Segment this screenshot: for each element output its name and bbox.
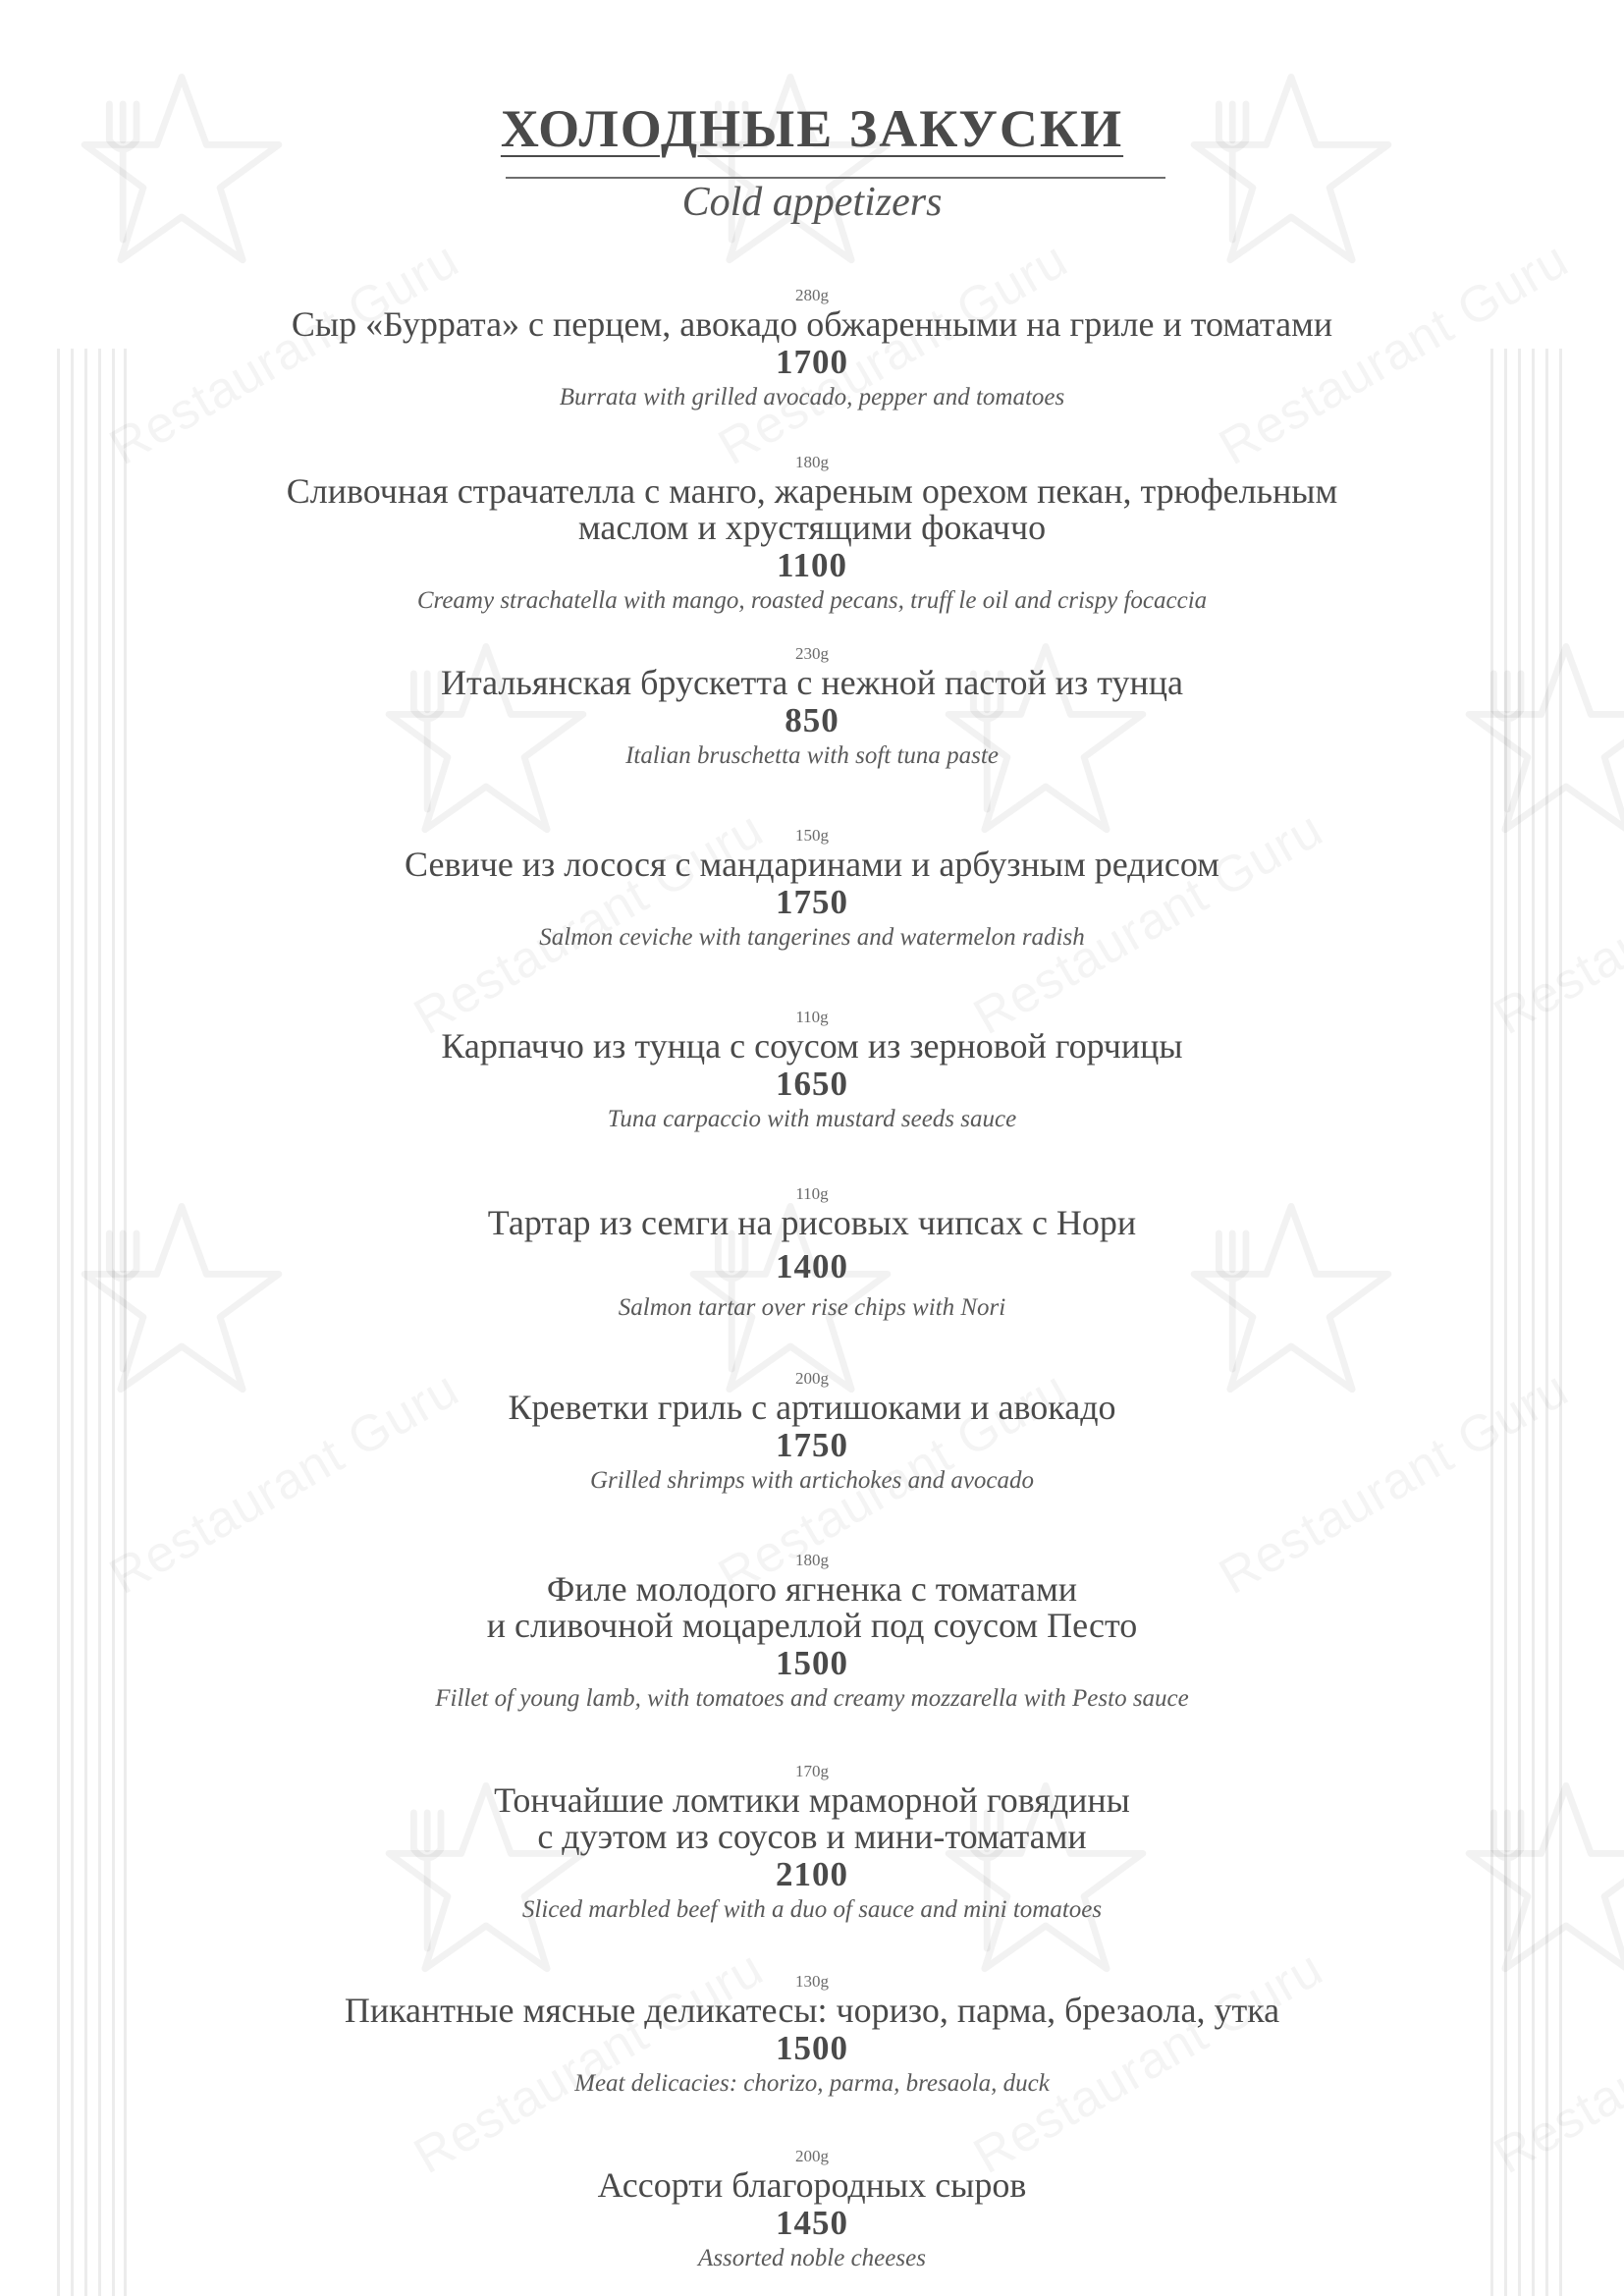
- item-name-en: Salmon tartar over rise chips with Nori: [618, 1294, 1006, 1321]
- item-name-ru-line2: маслом и хрустящими фокаччо: [577, 508, 1047, 547]
- item-name-en: Creamy strachatella with mango, roasted pecans, truff le oil and crispy focaccia: [416, 587, 1208, 614]
- item-name-ru: Сливочная страчателла с манго, жареным орехом пекан, трюфельным: [286, 471, 1338, 511]
- item-weight: 110g: [795, 1184, 829, 1203]
- item-name-en: Meat delicacies: chorizo, parma, bresaola, duck: [574, 2070, 1050, 2097]
- item-name-ru-line2: с дуэтом из соусов и мини-томатами: [537, 1817, 1087, 1856]
- page-subtitle: Cold appetizers: [681, 180, 943, 225]
- item-name-en: Fillet of young lamb, with tomatoes and creamy mozzarella with Pesto sauce: [435, 1685, 1189, 1712]
- item-name-en: Italian bruschetta with soft tuna paste: [625, 742, 999, 769]
- fork-star-icon: [677, 59, 903, 285]
- menu-item: [147, 1971, 1477, 2100]
- item-weight: 110g: [795, 1008, 829, 1026]
- item-name-ru: Карпаччо из тунца с соусом из зерновой горчицы: [441, 1026, 1183, 1066]
- item-weight: 130g: [795, 1972, 829, 1991]
- item-weight: 170g: [795, 1762, 829, 1780]
- item-name-en: Grilled shrimps with artichokes and avocado: [589, 1467, 1035, 1494]
- item-weight: 280g: [795, 286, 829, 304]
- menu-item: [147, 1368, 1477, 1497]
- item-price: 1450: [776, 2204, 848, 2242]
- item-name-en: Tuna carpaccio with mustard seeds sauce: [607, 1106, 1017, 1132]
- item-name-en: Salmon ceviche with tangerines and watermelon radish: [539, 924, 1085, 951]
- item-weight: 200g: [795, 2147, 829, 2165]
- item-name-en: Sliced marbled beef with a duo of sauce and mini tomatoes: [521, 1896, 1103, 1923]
- item-price: 1500: [776, 1644, 848, 1682]
- item-price: 1100: [776, 546, 848, 584]
- item-name-ru: Сыр «Буррата» с перцем, авокадо обжаренными на гриле и томатами: [291, 304, 1333, 344]
- item-name-ru: Итальянская брускетта с нежной пастой из тунца: [440, 663, 1184, 702]
- page-title: ХОЛОДНЫЕ ЗАКУСКИ: [500, 99, 1124, 158]
- item-price: 1750: [776, 883, 848, 921]
- item-price: 1700: [776, 343, 848, 381]
- menu-item: [147, 452, 1477, 617]
- menu-item: [147, 1761, 1477, 1926]
- item-name-ru: Тончайшие ломтики мраморной говядины: [494, 1780, 1130, 1820]
- item-name-en: Assorted noble cheeses: [698, 2245, 926, 2271]
- left-stripes-decoration: [0, 349, 128, 2296]
- item-name-ru: Креветки гриль с артишоками и авокадо: [508, 1388, 1116, 1427]
- item-name-ru-line2: и сливочной моцареллой под соусом Песто: [486, 1606, 1138, 1645]
- item-price: 850: [785, 701, 839, 739]
- item-name-en: Burrata with grilled avocado, pepper and tomatoes: [559, 384, 1065, 410]
- item-name-ru: Пикантные мясные деликатесы: чоризо, парма, брезаола, утка: [344, 1991, 1280, 2030]
- item-weight: 230g: [795, 644, 829, 663]
- item-price: 1400: [776, 1247, 848, 1285]
- item-price: 1650: [776, 1065, 848, 1103]
- fork-star-icon: [69, 59, 295, 285]
- right-stripes-decoration: [1487, 349, 1624, 2296]
- item-name-ru: Филе молодого ягненка с томатами: [546, 1569, 1078, 1609]
- item-weight: 200g: [795, 1369, 829, 1388]
- menu-item: [147, 1007, 1477, 1135]
- menu-item: [147, 825, 1477, 954]
- menu-item: [147, 1183, 1477, 1324]
- menu-item: [147, 285, 1477, 413]
- item-price: 1750: [776, 1426, 848, 1464]
- item-weight: 150g: [795, 826, 829, 845]
- item-weight: 180g: [795, 453, 829, 471]
- menu-item: [147, 643, 1477, 772]
- menu-item: [147, 2146, 1477, 2274]
- item-price: 1500: [776, 2029, 848, 2067]
- item-weight: 180g: [795, 1551, 829, 1569]
- fork-star-icon: [1178, 59, 1404, 285]
- item-price: 2100: [776, 1855, 848, 1893]
- item-name-ru: Ассорти благородных сыров: [597, 2165, 1027, 2205]
- item-name-ru: Севиче из лосося с мандаринами и арбузным редисом: [405, 845, 1219, 884]
- menu-item: [147, 1550, 1477, 1715]
- item-name-ru: Тартар из семги на рисовых чипсах с Нори: [487, 1203, 1137, 1242]
- page-header: [0, 98, 1624, 159]
